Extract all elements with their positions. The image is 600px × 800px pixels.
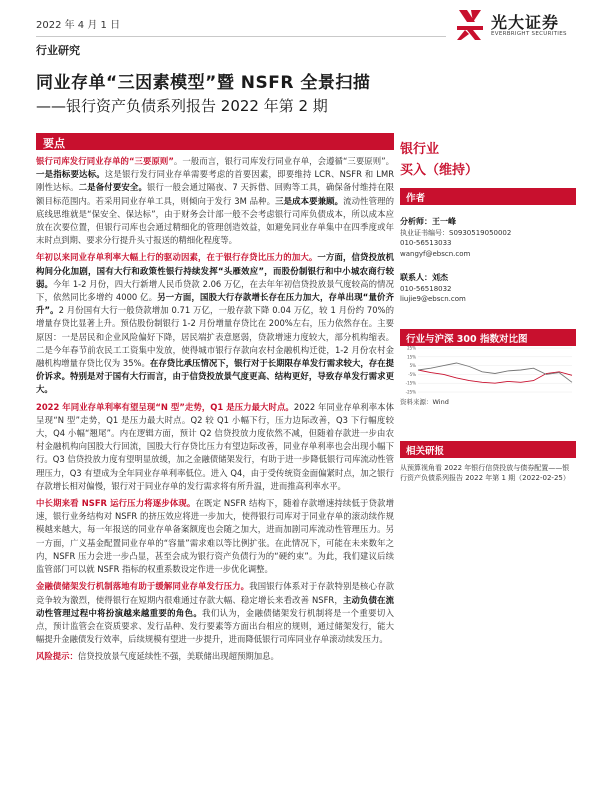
bold-text: 主动负债在流动性管理过程中将扮演越来越重要的角色。: [36, 594, 394, 618]
key-point-three-principles: [36, 155, 394, 247]
chart-source: 资料来源：Wind: [400, 398, 449, 406]
related-report[interactable]: 从预算视角看 2022 年银行信贷投放与债券配置——银行资产负债系列报告 2022 年第 1 期（2022-02-25）: [400, 464, 570, 482]
y-tick-label: 5%: [409, 363, 416, 369]
lead-text: 风险提示：: [36, 651, 78, 662]
analyst-name: 分析师：王一峰: [400, 217, 456, 226]
chart-header-label: 行业与沪深 300 指数对比图: [406, 334, 528, 345]
body-text: 这是银行发行同业存单需要考虑的首要因素，即要维持 LCR、NSFR 和 LMR 刚性达标。: [36, 169, 395, 193]
body-text: 。一般而言，银行司库发行同业存单，会遵循“三要原则”。: [173, 156, 394, 166]
analyst-info: [400, 217, 511, 259]
y-tick-label: -15%: [405, 380, 416, 386]
series-line-银行业: [418, 370, 572, 383]
y-tick-label: 15%: [407, 354, 416, 360]
lead-text: 银行司库发行同业存单的“三要原则”: [36, 156, 174, 166]
body-text: 流动性管理的底线思维就是“保安全、保达标”，由于财务会计部一般不会考虑银行司库负债成本，所以成本应放在次要位置，但银行司库也会通过精细化的管理创造效益，如避免同业存单集中在四季度或年末时点到期、要求分行提升头寸报送的精细化程度等。: [36, 195, 394, 246]
chart-header: [400, 329, 576, 346]
bold-text: 一方面，信贷投放机构间分化加剧，国有大行和政策性银行持续发挥“头雁效应”，而股份制银行和中小城农商行较弱。: [36, 252, 395, 289]
header-divider: [36, 36, 446, 37]
logo-chinese-name: 光大证券: [491, 13, 560, 32]
everbright-logo-icon: [453, 6, 487, 42]
bold-text: 另一方面，国股大行存款增长存在压力加大，存单出现“量价齐升”。: [36, 292, 394, 316]
report-title: 同业存单“三因素模型”暨 NSFR 全景扫描: [36, 73, 371, 93]
key-point-nsfr: [36, 497, 394, 576]
key-point-rate-drivers: [36, 251, 394, 396]
lead-text: 中长期来看 NSFR 运行压力将逐步体现。: [36, 498, 196, 509]
body-text: 在既定 NSFR 结构下，随着存款增速持续低于贷款增速，银行业务结构对 NSFR 的挤压效应将进一步加大，使得银行司库对于同业存单的滚动续作规模越来越大，每一年报送的同业存单备案额度也会随之加大，进而加剧司库流动性管理压力。另一方面，广义基金配置同业存单的“容量”需求难以等比例扩张。在此情况下，可能在未来数年之内，NSFR 压力会进一步凸显，甚至会成为银行资产负债行为的“硬约束”。为此，我们建议后续监管部门可以就 NSFR 指标的权重系数设定作进一步优化调整。: [36, 498, 394, 575]
related-header-label: 相关研报: [406, 446, 445, 457]
lead-text: 2022 年同业存单利率有望呈现“N 型”走势，Q1 是压力最大时点。: [36, 401, 294, 412]
authors-header: [400, 188, 576, 205]
body-text: 我们认为，金融债储架发行机制将是一个重要切入点，预计监管会在资质要求、发行品种、发行要素等方面出台相应的规则，通过储架发行，能大幅提升金融债发行效率，后续规模有望进一步提升，进而降低银行司库同业存单滚动续发压力。: [36, 607, 395, 645]
bold-text: 一是指标要达标。: [36, 169, 105, 180]
authors-header-label: 作者: [406, 193, 426, 204]
report-subtitle: ——银行资产负债系列报告 2022 年第 2 期: [36, 97, 328, 115]
key-points-header-label: 要点: [43, 137, 65, 150]
report-category: 行业研究: [36, 44, 80, 57]
contact-name: 联系人：刘杰: [400, 273, 448, 282]
logo-english-name: EVERBRIGHT SECURITIES: [491, 31, 567, 37]
body-text: 银行一般会通过隔夜、7 天拆借、回购等工具，确保备付维持在限额目标范围内。若采用同业存单工具，则倾向于发行 3M 品种。: [36, 182, 394, 206]
lead-text: 年初以来同业存单利率大幅上行的驱动因素，在于银行存贷比压力的加大。: [36, 252, 318, 263]
key-points-header: [36, 133, 394, 150]
body-text: 2 月份国有大行一般贷款增加 0.71 万亿，一般存款下降 0.04 万亿，较 1 月份约 70%的增量存贷比显著上升。预估股份制银行 1-2 月份增量存贷比在 200%左右，压力依然存在。主要原因：一是居民和企业风险偏好下降，居民端扩表意愿弱，贷款增速力度较大，部分机构缩表。二是今年春节前农民工工资集中发放，使得城市银行存款向农村金融机构迁徙，1-2 月份农村金融机构增量存贷比仅为 35%。: [36, 305, 394, 369]
y-tick-label: 25%: [407, 345, 416, 351]
related-header: [400, 441, 576, 458]
key-point-n-shape: [36, 401, 394, 493]
everbright-logo: [453, 6, 578, 46]
lead-text: 金融债储架发行机制落地有助于缓解同业存单发行压力。: [36, 581, 250, 592]
analyst-phone: 010-56513033: [400, 239, 452, 247]
key-point-shelf-issuance: [36, 580, 394, 646]
contact-phone: 010-56518032: [400, 284, 452, 293]
bold-text: 在存贷比承压情况下，银行对于长期限存单发行需求较大，存在提价诉求。特别是对于国有大行而言，由于信贷投放景气度更高、结构更好，导致存单发行需求更大。: [36, 358, 394, 395]
body-text: 今年 1-2 月份，四大行新增人民币贷款 2.06 万亿，在去年年初信贷投放景气度较高的情况下，依然同比多增约 4000 亿。: [36, 278, 394, 303]
bold-text: 二是备付要安全。: [78, 182, 147, 193]
series-line-沪深300: [418, 363, 572, 382]
investment-rating: 买入（维持）: [400, 163, 479, 178]
industry-name: 银行业: [400, 142, 440, 157]
key-points-body: [36, 155, 394, 668]
body-text: 2022 年同业存单利率本体呈现“N 型”走势，Q1 是压力最大时点。Q2 较 Q1 小幅下行，压力边际改善，Q3 下行幅度较大，Q4 小幅“翘尾”。内在逻辑方面，预计 Q2 信贷投放力度依然不减，但随着存款进一步由农村金融机构向国股大行回流，国股大行存贷比压力有望边际改善，同业存单利率也会出现小幅下行。Q3 信贷投放力度有望明显放缓，加之金融债储架发行，有助于进一步降低银行司库流动性管理压力，Q3 有望成为全年同业存单利率低位。进入 Q4，由于受传统资金面偏紧时点，加之银行存款增长相对偏慢，银行对于同业存单的发行需求将有所升温，进而推高利率水平。: [36, 401, 394, 491]
y-tick-label: -25%: [405, 389, 416, 395]
risk-warning: [36, 650, 394, 663]
contact-info: [400, 273, 466, 305]
body-text: 我国银行体系对于存款特别是核心存款竞争较为激烈，使得银行在短期内很难通过存款大幅、稳定增长来看改善 NSFR，: [36, 581, 395, 605]
analyst-email[interactable]: wangyf@ebscn.com: [400, 249, 471, 258]
contact-email[interactable]: liujie9@ebscn.com: [400, 295, 466, 303]
y-tick-label: -5%: [408, 371, 416, 377]
analyst-cert: 执业证书编号：S0930519050002: [400, 228, 512, 237]
industry-vs-csi300-chart: [400, 345, 576, 395]
report-date: 2022 年 4 月 1 日: [36, 20, 121, 31]
body-text: 信贷投放景气度延续性不强，美联储出现超预期加息。: [77, 651, 279, 662]
bold-text: 三是成本要兼顾。: [275, 195, 344, 206]
